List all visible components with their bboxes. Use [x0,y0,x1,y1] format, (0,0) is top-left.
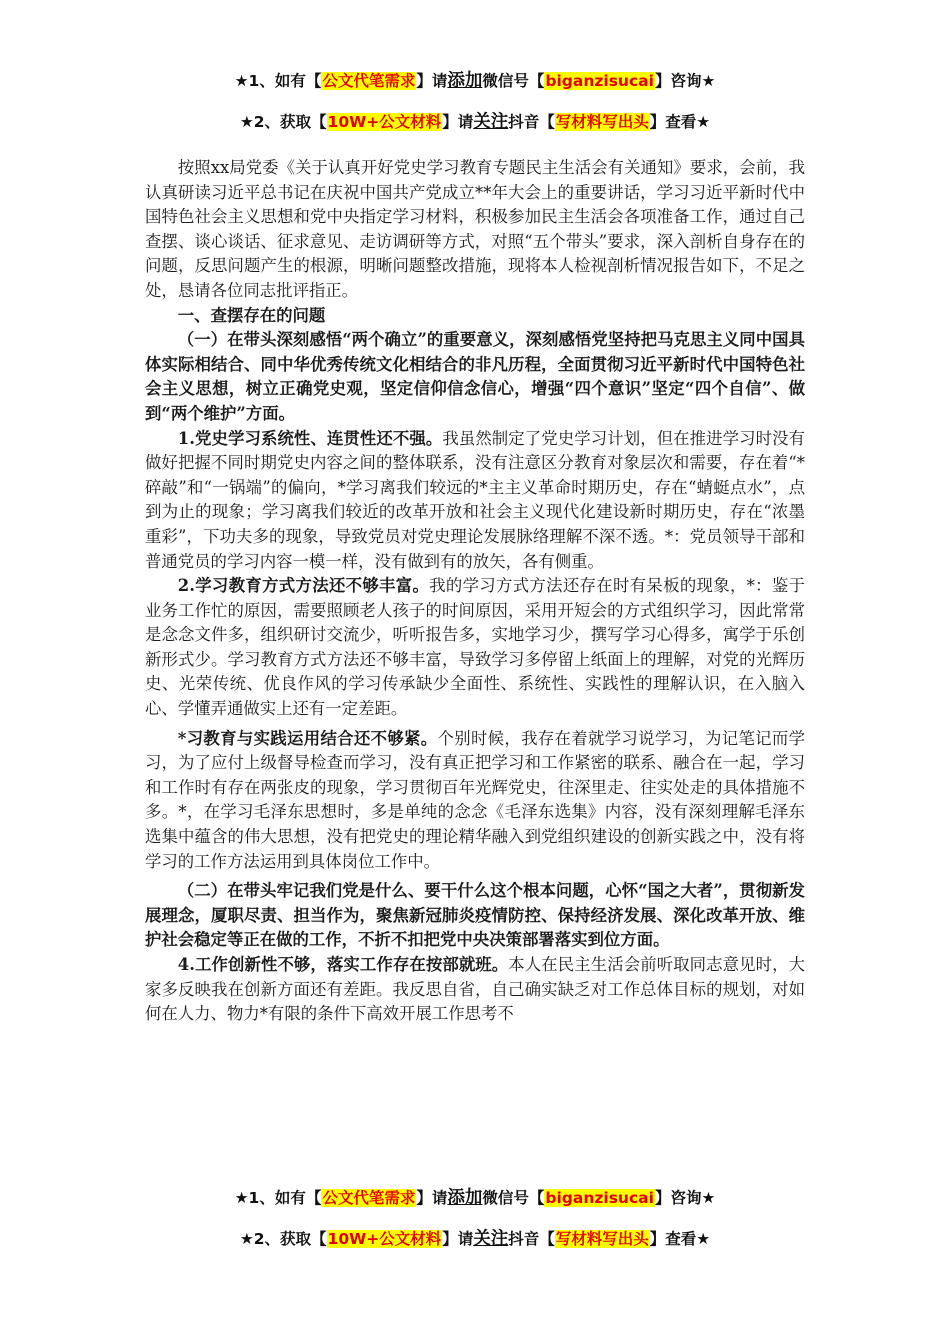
item-body: 我的学习方式方法还存在时有呆板的现象，*：鉴于业务工作忙的原因，需要照顾老人孩子的时间原因，采用开短会的方式组织学习，因此常常是念念文件多，组织研讨交流少，听听报告多，实地学习少，撰写学习心得多，寓学于乐创新形式少。学习教育方式方法还不够丰富，导致学习多停留上纸面上的理解，对党的光辉历史、光荣传统、优良作风的学习传承缺少全面性、系统性、实践性的理解认识，在入脑入心、学懂弄通做实上还有一定差距。 [145,576,805,719]
item-body: 我虽然制定了党史学习计划，但在推进学习时没有做好把握不同时期党史内容之间的整体联系，没有注意区分教育对象层次和需要，存在着“*碎敲”和“一锅端”的偏向，*学习离我们较远的*主主义革命时期历史，存在“蜻蜓点水”，点到为止的现象；学习离我们较近的改革开放和社会主义现代化建设新时期历史，存在“浓墨重彩”，下功夫多的现象，导致党员对党史理论发展脉络理解不深不透。*：党员领导干部和普通党员的学习内容一模一样，没有做到有的放矢，各有侧重。 [145,428,805,571]
section-heading: 一、查摆存在的问题 [177,305,326,325]
promo-text: 】咨询★ [654,1189,716,1207]
item-paragraph-2 [145,574,805,722]
promo-text: 】请 [442,1230,474,1248]
promo-line-2-top [0,111,950,133]
subsection-heading-1: （一）在带头深刻感悟“两个确立”的重要意义，深刻感悟党坚持把马克思主义同中国具体实际相结合、同中华优秀传统文化相结合的非凡历程，全面贯彻习近平新时代中国特色社会主义思想，树立正确党史观，坚定信仰信念信心，增强“四个意识”坚定“四个自信”、做到“两个维护”方面。 [145,330,805,423]
promo-text: ★1、如有【 [234,72,322,90]
promo-wechat-id: biganzisucai [545,72,654,90]
promo-text: 抖音【 [508,113,555,131]
promo-emphasis: 添加 [447,71,483,91]
promo-wechat-id: biganzisucai [545,1189,654,1207]
promo-text: 】查看★ [649,1230,711,1248]
document-body [145,156,805,1027]
promo-highlight: 公文代笔需求 [322,72,416,90]
promo-highlight: 公文代笔需求 [322,1189,416,1207]
item-body: 本人在民主生活会前听取同志意见时，大家多反映我在创新方面还有差距。我反思自省，自己确实缺乏对工作总体目标的规划，对如何在人力、物力*有限的条件下高效开展工作思考不 [145,955,805,1024]
promo-emphasis: 关注 [473,112,509,132]
promo-text: 微信号【 [482,72,545,90]
promo-emphasis: 关注 [473,1229,509,1249]
promo-text: 抖音【 [508,1230,555,1248]
promo-line-2-bottom [0,1228,950,1250]
promo-text: 】请 [442,113,474,131]
item-paragraph-4 [145,953,805,1027]
promo-douyin-id: 写材料写出头 [555,1230,649,1248]
item-paragraph-1 [145,427,805,575]
promo-douyin-id: 写材料写出头 [555,113,649,131]
intro-paragraph: 按照xx局党委《关于认真开好党史学习教育专题民主生活会有关通知》要求，会前，我认真研读习近平总书记在庆祝中国共产党成立**年大会上的重要讲话，学习习近平新时代中国特色社会主义思想和党中央指定学习材料，积极参加民主生活会各项准备工作，通过自己查摆、谈心谈话、征求意见、走访调研等方式，对照“五个带头”要求，深入剖析自身存在的问题，反思问题产生的根源，明晰问题整改措施，现将本人检视剖析情况报告如下，不足之处，恳请各位同志批评指正。 [145,158,805,300]
promo-text: 】查看★ [649,113,711,131]
item-title: 1.党史学习系统性、连贯性还不强。 [177,428,443,448]
item-body: 个别时候，我存在着就学习说学习，为记笔记而学习，为了应付上级督导检查而学习，没有真正把学习和工作紧密的联系、融合在一起，学习和工作时有存在两张皮的现象，学习贯彻百年光辉党史，往深里走、往实处走的具体措施不多。*，在学习毛泽东思想时，多是单纯的念念《毛泽东选集》内容，没有深刻理解毛泽东选集中蕴含的伟大思想，没有把党史的理论精华融入到党组织建设的创新实践之中，没有将学习的工作方法运用到具体岗位工作中。 [145,728,806,871]
promo-text: ★1、如有【 [234,1189,322,1207]
promo-text: 】咨询★ [654,72,716,90]
promo-text: 微信号【 [482,1189,545,1207]
item-paragraph-3 [145,727,805,875]
subsection-heading-2: （二）在带头牢记我们党是什么、要干什么这个根本问题，心怀“国之大者”，贯彻新发展理念，厦职尽责、担当作为，聚焦新冠肺炎疫情防控、保持经济发展、深化改革开放、维护社会稳定等正在做的工作，不折不扣把党中央决策部署落实到位方面。 [145,881,805,950]
promo-text: 】请 [416,72,448,90]
promo-text: ★2、获取【 [239,1230,327,1248]
promo-line-1-bottom [0,1187,950,1209]
promo-emphasis: 添加 [447,1188,483,1208]
promo-text: 】请 [416,1189,448,1207]
promo-highlight: 10W+公文材料 [327,113,442,131]
promo-line-1-top [0,70,950,92]
item-title: 4.工作创新性不够，落实工作存在按部就班。 [177,955,509,974]
item-title: 2.学习教育方式方法还不够丰富。 [177,576,430,596]
promo-text: ★2、获取【 [239,113,327,131]
item-title: *习教育与实践运用结合还不够紧。 [177,728,438,748]
promo-highlight: 10W+公文材料 [327,1230,442,1248]
